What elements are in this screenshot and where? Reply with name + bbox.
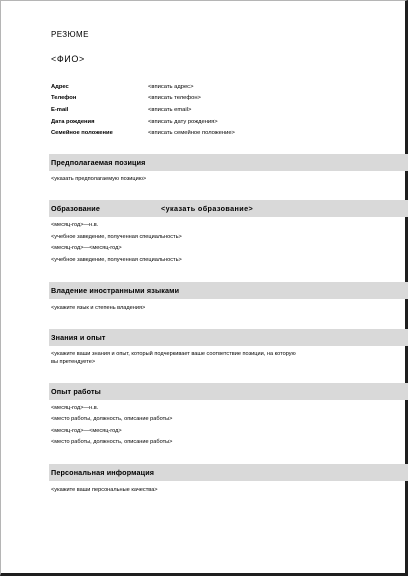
info-label: E-mail xyxy=(51,106,69,113)
section-line: <месяц-год>—н.в. xyxy=(51,405,99,411)
section-line: <месяц-год>—<месяц-год> xyxy=(51,245,122,251)
full-name-placeholder: <ФИО> xyxy=(51,54,85,64)
section-line: <место работы, должность, описание работы> xyxy=(51,439,173,445)
info-label: Семейное положение xyxy=(51,130,113,137)
info-row-phone xyxy=(51,93,371,105)
section-line: <учебное заведение, полученная специальность> xyxy=(51,234,182,240)
info-label: Телефон xyxy=(51,95,77,102)
section-line: <место работы, должность, описание работы> xyxy=(51,416,173,422)
section-heading-label: Опыт работы xyxy=(51,387,101,396)
section-heading-label: Владение иностранными языками xyxy=(51,286,180,295)
section-heading-skills xyxy=(49,329,408,346)
info-value: <вписать семейное положение> xyxy=(148,130,235,137)
info-value: <вписать адрес> xyxy=(148,83,194,90)
education-placeholder: <указать образование> xyxy=(161,204,254,213)
info-row-marital-status xyxy=(51,127,371,139)
section-heading-education xyxy=(49,200,408,217)
section-heading-label: Персональная информация xyxy=(51,468,155,477)
section-heading-label: Знания и опыт xyxy=(51,333,106,342)
section-heading-languages xyxy=(49,282,408,299)
info-row-address xyxy=(51,81,371,93)
section-line: <указать предполагаемую позицию> xyxy=(51,176,147,182)
personal-info-block xyxy=(51,81,371,139)
info-label: Адрес xyxy=(51,83,69,90)
section-heading-position xyxy=(49,154,408,171)
section-heading-personal xyxy=(49,464,408,481)
section-line: <укажите ваши знания и опыт, который подчеркивает ваше соответствие позиции, на которую xyxy=(51,351,296,357)
section-line: <укажите язык и степень владения> xyxy=(51,305,146,311)
info-value: <вписать email> xyxy=(148,106,192,113)
info-row-birthdate xyxy=(51,116,371,128)
section-heading-label: Предполагаемая позиция xyxy=(51,158,146,167)
section-line: <месяц-год>—н.в. xyxy=(51,222,99,228)
section-line: <укажите ваши персональные качества> xyxy=(51,487,158,493)
info-label: Дата рождения xyxy=(51,118,95,125)
info-value: <вписать дату рождения> xyxy=(148,118,218,125)
section-line: <учебное заведение, полученная специальность> xyxy=(51,257,182,263)
document-title: РЕЗЮМЕ xyxy=(51,30,89,39)
section-line: <месяц-год>—<месяц-год> xyxy=(51,428,122,434)
section-heading-experience xyxy=(49,383,408,400)
info-value: <вписать телефон> xyxy=(148,95,201,102)
info-row-email xyxy=(51,104,371,116)
section-heading-label: Образование xyxy=(51,204,101,213)
section-line: вы претендуете> xyxy=(51,359,96,365)
